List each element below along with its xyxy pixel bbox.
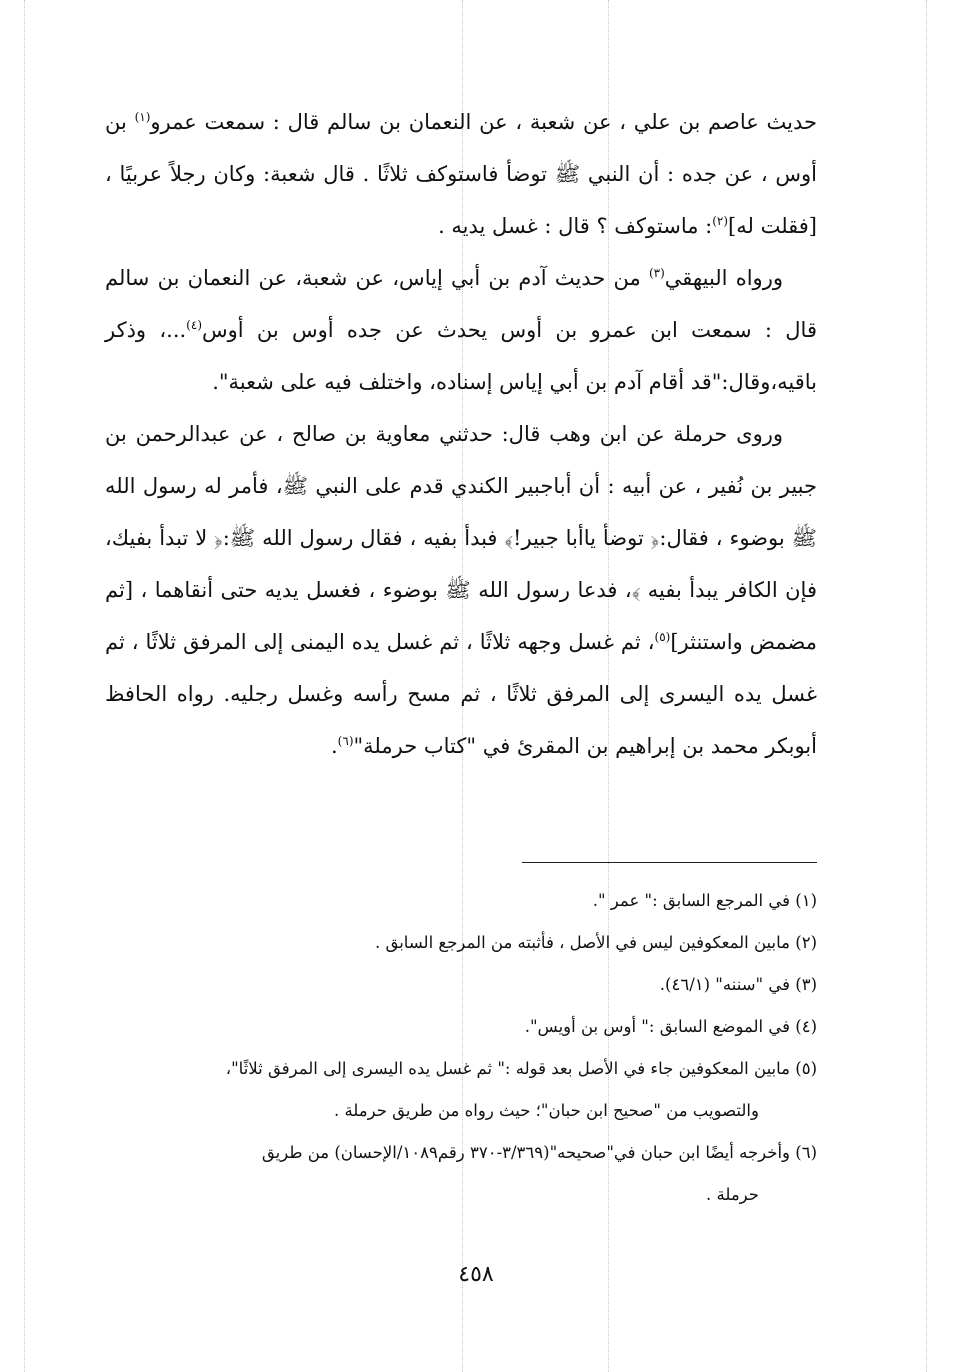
paragraph-text: .	[330, 734, 338, 758]
footnote-separator	[522, 862, 817, 863]
footnote-reference: (٣)	[648, 266, 665, 280]
main-text	[105, 96, 817, 772]
scan-guide-line	[24, 0, 25, 1372]
footnote-reference: (٢)	[712, 214, 729, 228]
paragraph-text: ...، وذكر باقيه،وقال:"قد أقام آدم بن أبي إياس إسناده، واختلف فيه على شعبة".	[105, 318, 817, 394]
footnotes	[105, 880, 817, 1216]
footnote-text: (٦) وأخرجه أيضًا ابن حبان في"صحيحه"(٣/٣٦٩-٣٧٠ رقم١٠٨٩/الإحسان) من طريق	[261, 1143, 817, 1162]
paragraph	[105, 252, 817, 408]
page-number: ٤٥٨	[458, 1262, 494, 1287]
paragraph	[105, 408, 817, 772]
footnote-text: (٥) مابين المعكوفين جاء في الأصل بعد قوله :" ثم غسل يده اليسرى إلى المرفق ثلاثًا"،	[225, 1059, 817, 1078]
footnote-reference: (٦)	[337, 734, 354, 748]
footnote	[105, 964, 817, 1006]
paragraph-text: من حديث آدم بن أبي إياس، عن شعبة، عن النعمان بن سالم قال : سمعت ابن عمرو بن أوس يحدث عن جده أوس بن أوس	[105, 266, 817, 342]
paragraph-text: وروى حرملة عن ابن وهب قال: حدثني معاوية بن صالح ، عن عبدالرحمن بن جبير بن نُفير ، عن أبيه : أن أباجبير الكندي قدم على النبي ﷺ، فأمر له رسول الله ﷺ بوضوء ، فقال:﴿ توضأ ياأبا جبير!﴾ فبدأ بفيه ، فقال رسول الله ﷺ:﴿ لا تبدأ بفيك، فإن الكافر يبدأ بفيه ﴾، فدعا رسول الله ﷺ بوضوء ، فغسل يديه حتى أنقاهما ، [ثم مضمض واستنثر]	[105, 422, 817, 654]
footnote	[105, 1006, 817, 1048]
paragraph-text: ورواه البيهقي	[664, 266, 783, 290]
paragraph-text: حديث عاصم بن علي ، عن شعبة ، عن النعمان بن سالم قال : سمعت عمرو	[150, 110, 817, 134]
footnote-text: (٢) مابين المعكوفين ليس في الأصل ، فأثبته من المرجع السابق .	[374, 933, 817, 952]
footnote-continuation: والتصويب من "صحيح ابن حبان"؛ حيث رواه من طريق حرملة .	[333, 1101, 759, 1120]
footnote-reference: (١)	[134, 110, 151, 124]
footnote-text: (١) في المرجع السابق :" عمر ".	[592, 891, 817, 910]
paragraph-text: بن أوس ، عن جده : أن النبي ﷺ توضأ فاستوكف ثلاثًا . قال شعبة: وكان رجلاً عربيًا ، [فقلت له]	[105, 110, 817, 238]
footnote	[105, 922, 817, 964]
paragraph-text: : ماستوكف ؟ قال : غسل يديه .	[438, 214, 713, 238]
paragraph-text: ، ثم غسل وجهه ثلاثًا ، ثم غسل يده اليمنى إلى المرفق ثلاثًا ، ثم غسل يده اليسرى إلى المرفق ثلاثًا ، ثم مسح رأسه وغسل رجليه. رواه الحافظ أبوبكر محمد بن إبراهيم بن المقرئ في "كتاب حرملة"	[105, 630, 817, 758]
paragraph	[105, 96, 817, 252]
footnote	[105, 880, 817, 922]
document-page	[105, 96, 817, 1204]
footnote-reference: (٥)	[654, 630, 671, 644]
footnote	[105, 1048, 817, 1132]
footnote-reference: (٤)	[186, 318, 202, 332]
footnote-text: (٣) في "سننه" (٤٦/١).	[659, 975, 817, 994]
footnote-text: (٤) في الموضع السابق :" أوس بن أويس".	[524, 1017, 817, 1036]
footnote	[105, 1132, 817, 1216]
scan-guide-line	[926, 0, 927, 1372]
footnote-continuation: حرملة .	[706, 1185, 759, 1204]
